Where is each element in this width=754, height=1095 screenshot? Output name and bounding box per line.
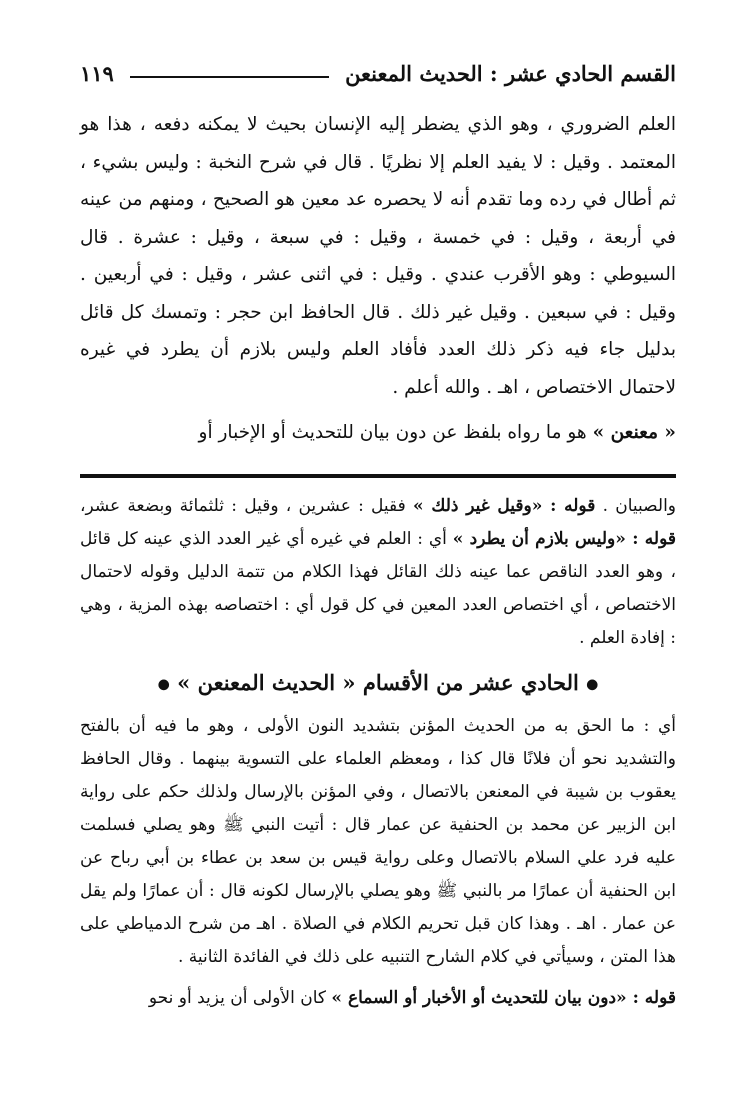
header-rule xyxy=(130,76,329,78)
page-number: ١١٩ xyxy=(80,60,114,86)
commentary-text: أي : العلم في غيره أي غير العدد الذي عينه كل قائل ، وهو العدد الناقص عما عينه ذلك القائل فهذا الكلام من تتمة الدليل وقوله لاحتمال الاختصاص ، أي اختصاص العدد المعين في كل قول أي : اختصاصه بهذه المزية ، وهي : إفادة العلم . xyxy=(80,528,676,648)
commentary-paragraph-2: أي : ما الحق به من الحديث المؤنن بتشديد النون الأولى ، وهو ما فيه أن بالفتح والتشديد نحو أن فلانًا قال كذا ، ومعظم العلماء على التسوية بينهما . وقال الحافظ يعقوب بن شيبة في المعنعن بالاتصال ، وفي المؤنن بالإرسال ولذلك حكم على رواية ابن الزبير عن محمد بن الحنفية عن عمار قال : أتيت النبي ﷺ وهو يصلي فسلمت عليه فرد علي السلام بالاتصال وعلى رواية قيس بن سعد بن عطاء بن أبي رباح عن ابن الحنفية أن عمارًا مر بالنبي ﷺ وهو يصلي بالإرسال لكونه قال : أن عمارًا ولم يقل عن عمار . اهـ . وهذا كان قبل تحريم الكلام في الصلاة . اهـ من شرح الدمياطي على هذا المتن ، وسيأتي في كلام الشارح التنبيه على ذلك في الفائدة الثانية . xyxy=(80,716,676,967)
main-paragraph-2 xyxy=(80,414,676,452)
paragraph-gap xyxy=(80,974,676,982)
footnote-divider xyxy=(80,474,676,478)
commentary-text: فقيل : عشرين ، وقيل : ثلثمائة وبضعة عشر، xyxy=(80,495,414,516)
quote-label: قوله : «دون بيان للتحديث أو الأخبار أو السماع » xyxy=(331,988,676,1008)
commentary-text: كان الأولى أن يزيد أو نحو xyxy=(148,988,332,1008)
paragraph-gap xyxy=(80,406,676,414)
running-header xyxy=(80,56,676,90)
section-heading-text: الحادي عشر من الأقسام « الحديث المعنعن » xyxy=(177,669,579,695)
commentary-paragraph-1 xyxy=(80,490,676,655)
quote-label: قوله : «وليس بلازم أن يطرد » xyxy=(452,528,676,549)
main-paragraph-1: العلم الضروري ، وهو الذي يضطر إليه الإنسان بحيث لا يمكنه دفعه ، هذا هو المعتمد . وقيل : لا يفيد العلم إلا نظريًا . قال في شرح النخبة : وليس بشيء ، ثم أطال في رده وما تقدم أنه لا يحصره عد معين هو الصحيح ، ومنهم من عينه في أربعة ، وقيل : في خمسة ، وقيل : في سبعة ، وقيل : عشرة . قال السيوطي : وهو الأقرب عندي . وقيل : في اثنى عشر ، وقيل : في أربعين . وقيل : في سبعين . وقيل غير ذلك . قال الحافظ ابن حجر : وتمسك كل قائل بدليل جاء فيه ذكر ذلك العدد فأفاد العلم وليس بلازم أن يطرد في غيره لاحتمال الاختصاص ، اهـ . والله أعلم . xyxy=(80,114,676,398)
main-paragraph-2-text: هو ما رواه بلفظ عن دون بيان للتحديث أو الإخبار أو xyxy=(198,422,593,443)
bullet-icon: ● xyxy=(157,676,170,692)
quote-label: قوله : «وقيل غير ذلك » xyxy=(413,495,596,516)
commentary xyxy=(80,490,676,1016)
term-muanan: « معنعن » xyxy=(592,422,676,443)
main-text xyxy=(80,106,676,452)
commentary-paragraph-3 xyxy=(80,982,676,1015)
section-heading xyxy=(80,665,676,703)
bullet-icon: ● xyxy=(586,676,599,692)
commentary-text: والصبيان . xyxy=(595,495,676,516)
header-title: القسم الحادي عشر : الحديث المعنعن xyxy=(345,60,676,86)
